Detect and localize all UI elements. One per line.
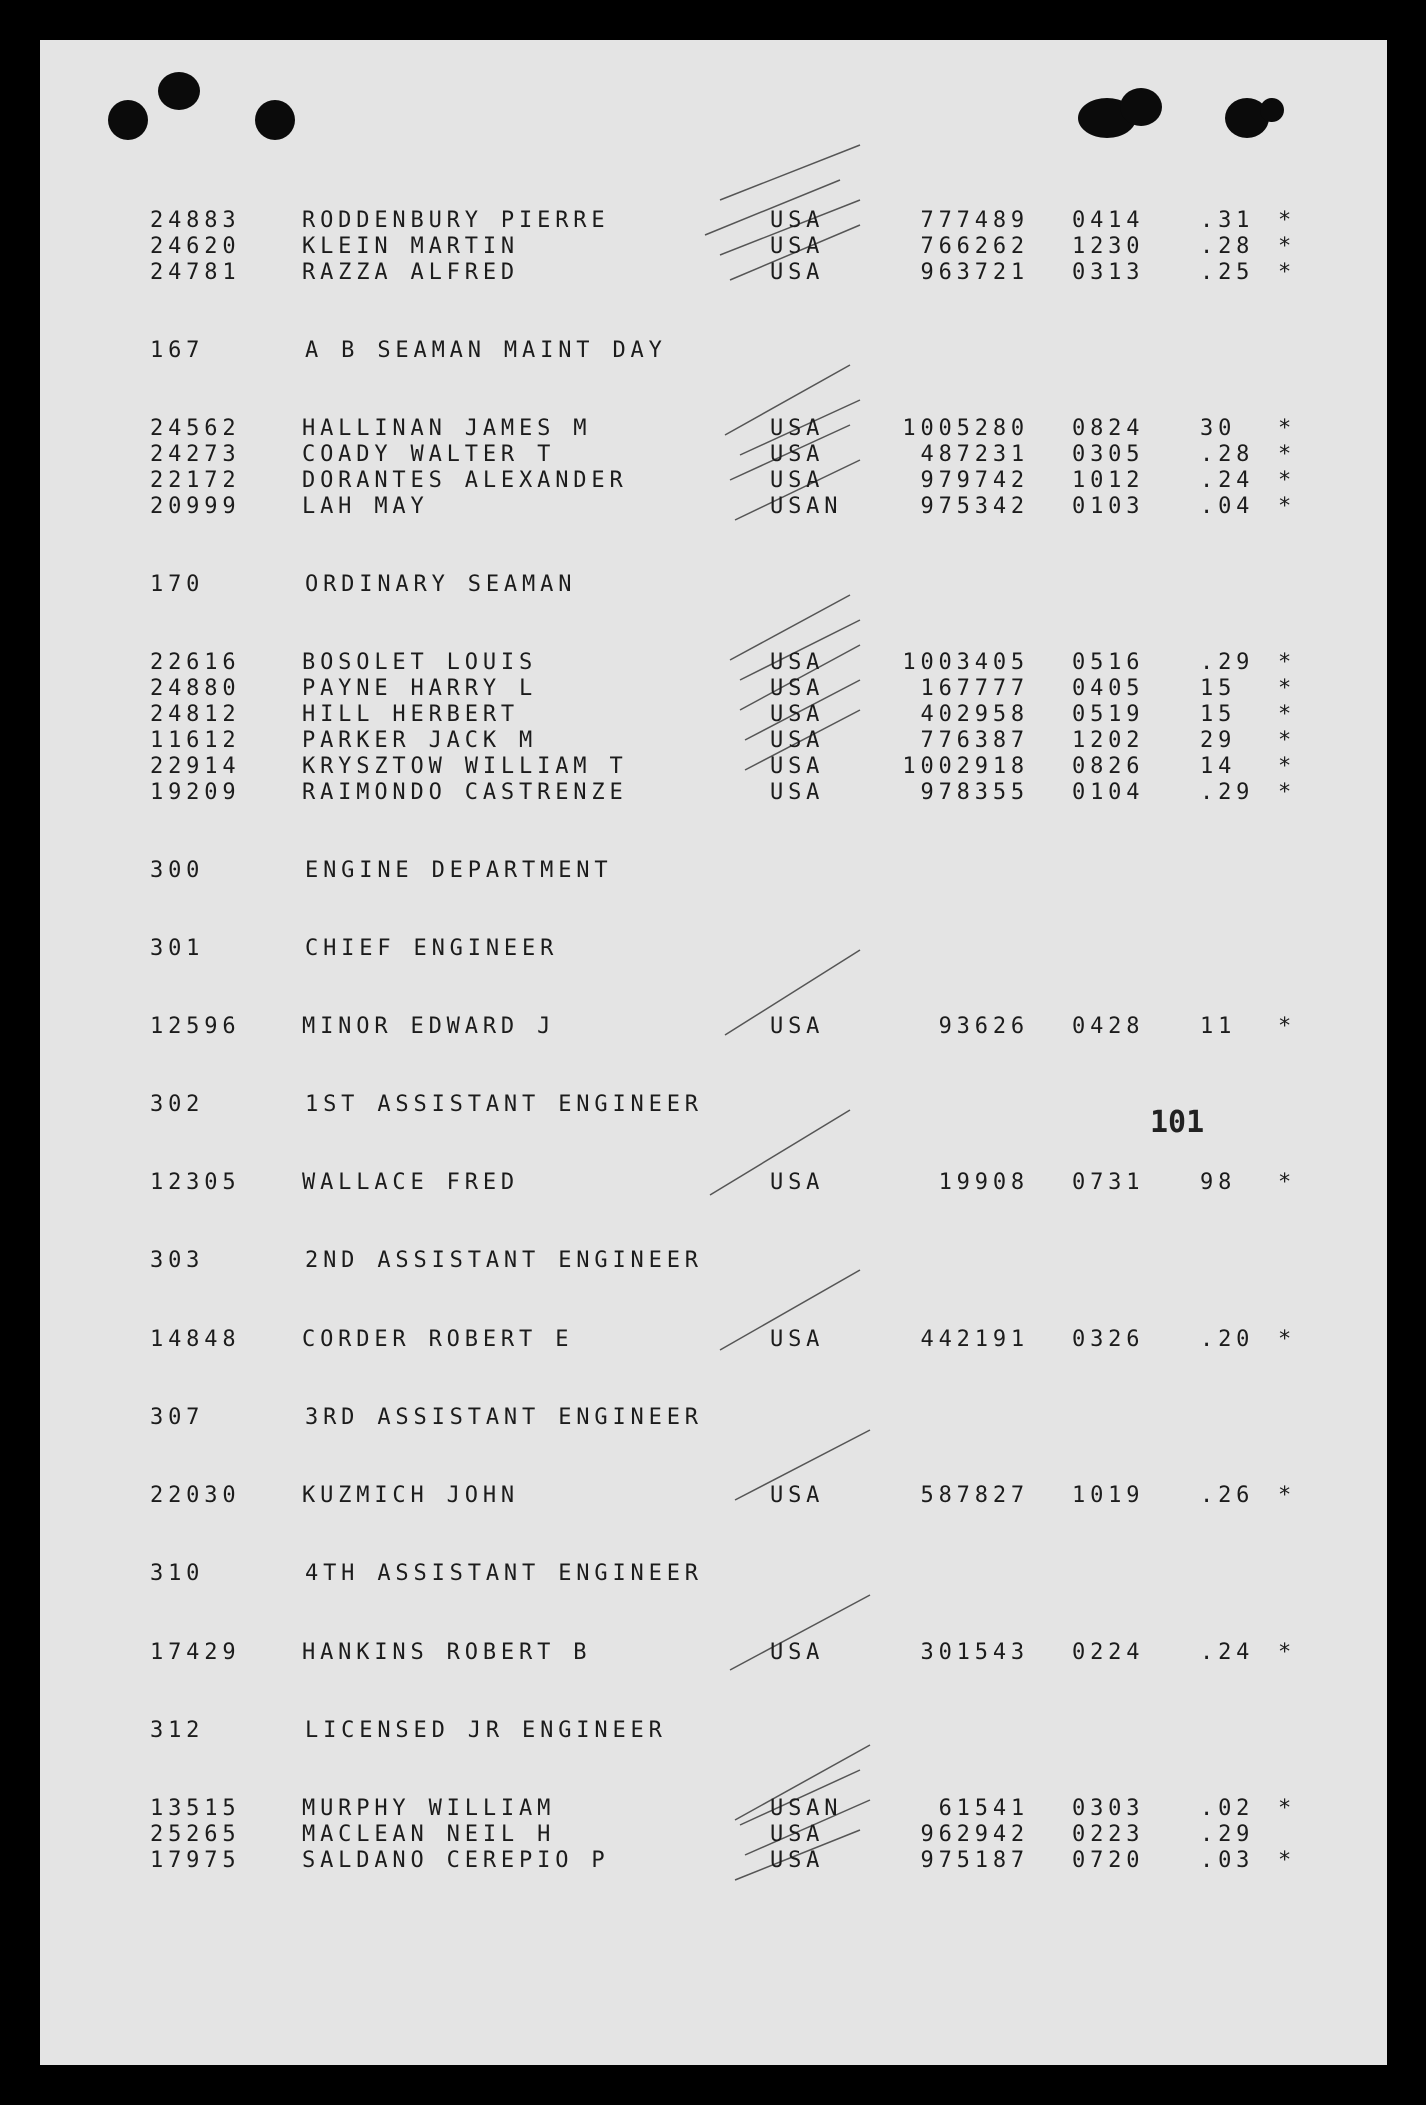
document-number: 975187 [920,1848,1029,1873]
crew-id: 17429 [150,1640,241,1665]
document-number: 975342 [920,494,1029,519]
crew-name: SALDANO CEREPIO P [302,1848,610,1873]
citizenship: USA [770,780,825,805]
date-code: 0103 [1072,494,1145,519]
crew-id: 12596 [150,1014,241,1039]
asterisk-mark: * [1278,260,1292,285]
table-row [40,676,1387,702]
date-code: 0414 [1072,208,1145,233]
crew-name: KUZMICH JOHN [302,1483,520,1508]
document-number: 962942 [920,1822,1029,1847]
citizenship: USA [770,234,825,259]
section-heading [40,858,1387,884]
table-row [40,208,1387,234]
section-heading [40,572,1387,598]
document-number: 19908 [938,1170,1029,1195]
crew-id: 22172 [150,468,241,493]
date-code: 0305 [1072,442,1145,467]
crew-name: MACLEAN NEIL H [302,1822,556,1847]
section-code: 301 [150,936,205,961]
value: .31 [1200,208,1255,233]
date-code: 0303 [1072,1796,1145,1821]
asterisk-mark: * [1278,1327,1292,1352]
document-number: 777489 [920,208,1029,233]
table-row [40,234,1387,260]
citizenship: USA [770,1848,825,1873]
section-code: 307 [150,1405,205,1430]
crew-name: DORANTES ALEXANDER [302,468,628,493]
date-code: 1012 [1072,468,1145,493]
citizenship: USA [770,208,825,233]
section-title: LICENSED JR ENGINEER [305,1718,667,1743]
value: .03 [1200,1848,1255,1873]
crew-name: HILL HERBERT [302,702,520,727]
value: 30 [1200,416,1237,441]
citizenship: USA [770,728,825,753]
citizenship: USA [770,468,825,493]
citizenship: USAN [770,494,843,519]
section-heading [40,1405,1387,1431]
section-code: 310 [150,1561,205,1586]
crew-id: 22616 [150,650,241,675]
crew-name: HANKINS ROBERT B [302,1640,592,1665]
document-number: 963721 [920,260,1029,285]
section-title: 4TH ASSISTANT ENGINEER [305,1561,703,1586]
date-code: 0516 [1072,650,1145,675]
crew-id: 14848 [150,1327,241,1352]
date-code: 0428 [1072,1014,1145,1039]
date-code: 0731 [1072,1170,1145,1195]
section-code: 167 [150,338,205,363]
table-row [40,702,1387,728]
citizenship: USA [770,702,825,727]
section-heading [40,338,1387,364]
section-title: A B SEAMAN MAINT DAY [305,338,667,363]
section-title: ENGINE DEPARTMENT [305,858,613,883]
section-heading [40,1561,1387,1587]
value: 14 [1200,754,1237,779]
crew-name: RAIMONDO CASTRENZE [302,780,628,805]
asterisk-mark: * [1278,1014,1292,1039]
value: 29 [1200,728,1237,753]
crew-id: 24812 [150,702,241,727]
value: .04 [1200,494,1255,519]
crew-name: BOSOLET LOUIS [302,650,538,675]
asterisk-mark: * [1278,416,1292,441]
table-row [40,260,1387,286]
asterisk-mark: * [1278,780,1292,805]
asterisk-mark: * [1278,1170,1292,1195]
asterisk-mark: * [1278,728,1292,753]
crew-id: 24781 [150,260,241,285]
document-number: 301543 [920,1640,1029,1665]
crew-id: 19209 [150,780,241,805]
asterisk-mark: * [1278,442,1292,467]
asterisk-mark: * [1278,650,1292,675]
crew-name: CORDER ROBERT E [302,1327,574,1352]
document-number: 487231 [920,442,1029,467]
section-title: 1ST ASSISTANT ENGINEER [305,1092,703,1117]
citizenship: USA [770,260,825,285]
crew-id: 22914 [150,754,241,779]
value: .29 [1200,1822,1255,1847]
crew-id: 24880 [150,676,241,701]
page-number-stamp: 101 [1150,1105,1205,1140]
asterisk-mark: * [1278,754,1292,779]
value: .24 [1200,1640,1255,1665]
section-code: 312 [150,1718,205,1743]
value: .28 [1200,234,1255,259]
date-code: 0223 [1072,1822,1145,1847]
crew-name: HALLINAN JAMES M [302,416,592,441]
document-number: 167777 [920,676,1029,701]
crew-name: PAYNE HARRY L [302,676,538,701]
value: .26 [1200,1483,1255,1508]
citizenship: USA [770,754,825,779]
asterisk-mark: * [1278,208,1292,233]
document-page [40,40,1387,2065]
date-code: 0519 [1072,702,1145,727]
date-code: 0826 [1072,754,1145,779]
section-title: 3RD ASSISTANT ENGINEER [305,1405,703,1430]
value: 15 [1200,702,1237,727]
asterisk-mark: * [1278,676,1292,701]
document-number: 587827 [920,1483,1029,1508]
crew-name: KRYSZTOW WILLIAM T [302,754,628,779]
section-heading [40,1248,1387,1274]
citizenship: USA [770,416,825,441]
crew-name: COADY WALTER T [302,442,556,467]
section-title: 2ND ASSISTANT ENGINEER [305,1248,703,1273]
date-code: 0405 [1072,676,1145,701]
asterisk-mark: * [1278,234,1292,259]
section-title: ORDINARY SEAMAN [305,572,577,597]
crew-name: PARKER JACK M [302,728,538,753]
date-code: 0313 [1072,260,1145,285]
table-row [40,728,1387,754]
value: 15 [1200,676,1237,701]
crew-name: LAH MAY [302,494,429,519]
document-number: 402958 [920,702,1029,727]
table-row [40,650,1387,676]
citizenship: USA [770,442,825,467]
document-number: 979742 [920,468,1029,493]
document-number: 61541 [938,1796,1029,1821]
table-row [40,494,1387,520]
crew-id: 12305 [150,1170,241,1195]
document-number: 93626 [938,1014,1029,1039]
citizenship: USA [770,1170,825,1195]
value: 11 [1200,1014,1237,1039]
date-code: 0326 [1072,1327,1145,1352]
section-code: 170 [150,572,205,597]
table-row [40,1796,1387,1822]
section-heading [40,1718,1387,1744]
value: .25 [1200,260,1255,285]
table-row [40,468,1387,494]
date-code: 1019 [1072,1483,1145,1508]
crew-id: 24883 [150,208,241,233]
value: .29 [1200,650,1255,675]
asterisk-mark: * [1278,702,1292,727]
date-code: 0104 [1072,780,1145,805]
crew-name: RAZZA ALFRED [302,260,520,285]
crew-id: 24620 [150,234,241,259]
section-title: CHIEF ENGINEER [305,936,559,961]
crew-name: WALLACE FRED [302,1170,520,1195]
document-number: 1005280 [902,416,1029,441]
section-heading [40,936,1387,962]
crew-id: 25265 [150,1822,241,1847]
table-row [40,1483,1387,1509]
asterisk-mark: * [1278,494,1292,519]
crew-id: 13515 [150,1796,241,1821]
citizenship: USA [770,1822,825,1847]
table-row [40,416,1387,442]
document-number: 766262 [920,234,1029,259]
table-row [40,1848,1387,1874]
citizenship: USA [770,1483,825,1508]
value: .28 [1200,442,1255,467]
document-number: 1002918 [902,754,1029,779]
crew-name: MINOR EDWARD J [302,1014,556,1039]
crew-name: MURPHY WILLIAM [302,1796,556,1821]
citizenship: USA [770,1014,825,1039]
value: .02 [1200,1796,1255,1821]
document-number: 442191 [920,1327,1029,1352]
crew-id: 20999 [150,494,241,519]
date-code: 0224 [1072,1640,1145,1665]
crew-name: KLEIN MARTIN [302,234,520,259]
crew-id: 11612 [150,728,241,753]
value: .29 [1200,780,1255,805]
asterisk-mark: * [1278,1483,1292,1508]
section-code: 300 [150,858,205,883]
table-row [40,1014,1387,1040]
date-code: 0824 [1072,416,1145,441]
table-row [40,1170,1387,1196]
crew-id: 22030 [150,1483,241,1508]
document-number: 978355 [920,780,1029,805]
crew-id: 24273 [150,442,241,467]
value: 98 [1200,1170,1237,1195]
date-code: 1202 [1072,728,1145,753]
asterisk-mark: * [1278,468,1292,493]
crew-name: RODDENBURY PIERRE [302,208,610,233]
date-code: 1230 [1072,234,1145,259]
citizenship: USAN [770,1796,843,1821]
asterisk-mark: * [1278,1796,1292,1821]
asterisk-mark: * [1278,1640,1292,1665]
citizenship: USA [770,676,825,701]
document-number: 776387 [920,728,1029,753]
table-row [40,1327,1387,1353]
crew-id: 24562 [150,416,241,441]
section-code: 303 [150,1248,205,1273]
citizenship: USA [770,1640,825,1665]
value: .20 [1200,1327,1255,1352]
citizenship: USA [770,650,825,675]
value: .24 [1200,468,1255,493]
document-number: 1003405 [902,650,1029,675]
table-row [40,780,1387,806]
citizenship: USA [770,1327,825,1352]
crew-id: 17975 [150,1848,241,1873]
section-code: 302 [150,1092,205,1117]
table-row [40,754,1387,780]
table-row [40,442,1387,468]
table-row [40,1640,1387,1666]
date-code: 0720 [1072,1848,1145,1873]
table-row [40,1822,1387,1848]
asterisk-mark: * [1278,1848,1292,1873]
